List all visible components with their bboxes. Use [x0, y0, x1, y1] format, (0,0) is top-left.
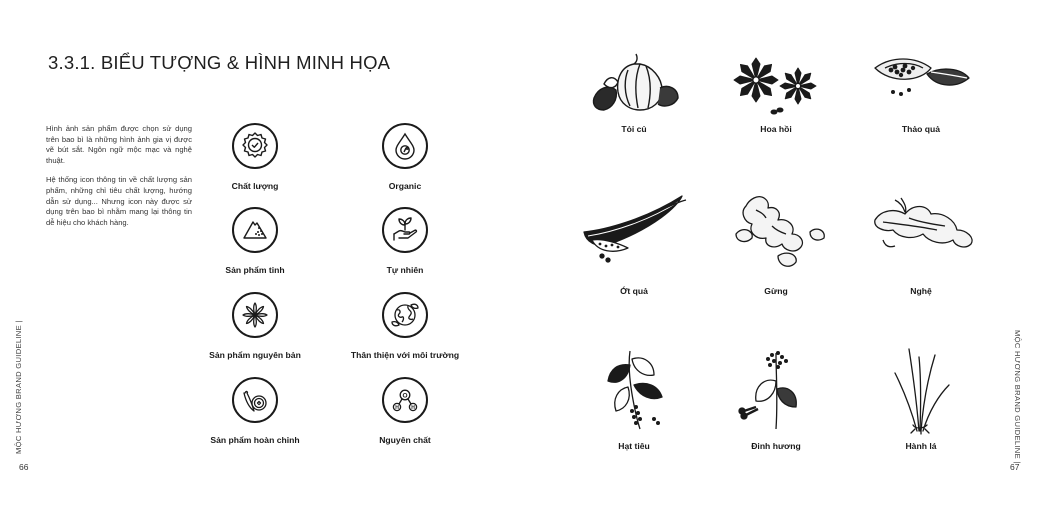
garlic-illustration: [574, 48, 694, 118]
fine-powder-icon: [232, 207, 278, 253]
spice-label: Gừng: [764, 286, 788, 296]
organic-drop-icon: [382, 123, 428, 169]
spice-label: Tỏi củ: [621, 124, 647, 134]
icon-label: Organic: [388, 181, 422, 191]
clove-illustration: [716, 345, 836, 435]
page-title: 3.3.1. BIỂU TƯỢNG & HÌNH MINH HỌA: [48, 52, 391, 73]
icon-item-complete: [180, 377, 330, 445]
icon-label: Sản phẩm tinh: [225, 265, 285, 275]
svg-text:H: H: [411, 405, 415, 412]
svg-text:O: O: [402, 392, 408, 400]
pepper-illustration: [574, 345, 694, 435]
intro-paragraph-1: Hình ảnh sản phẩm được chọn sử dụng trên bao bì là những hình ảnh gia vị được vẽ bút sắt. Ngôn ngữ mộc mạc và nghệ thuật.: [46, 124, 192, 165]
scallion-illustration: [861, 345, 981, 435]
spice-label: Thảo quả: [901, 124, 941, 134]
icon-item-fine-product: [180, 207, 330, 275]
eco-globe-icon: [382, 292, 428, 338]
page-number-left: 66: [19, 462, 29, 472]
icon-label: Sản phẩm nguyên bản: [209, 350, 301, 360]
spice-item-scallion: [856, 345, 986, 451]
cardamom-illustration: [861, 48, 981, 118]
icon-item-pure: [330, 377, 480, 445]
icon-item-organic: [330, 123, 480, 191]
spice-label: Hoa hồi: [760, 124, 792, 134]
star-anise-illustration: [716, 48, 836, 118]
ginger-illustration: [716, 190, 836, 280]
icon-item-eco-friendly: [330, 292, 480, 360]
intro-text: [46, 124, 192, 228]
spice-item-turmeric: [856, 190, 986, 296]
icon-item-quality: [180, 123, 330, 191]
spice-item-clove: [711, 345, 841, 451]
hand-plant-icon: [382, 207, 428, 253]
turmeric-illustration: [861, 190, 981, 280]
spice-label: Ớt quả: [620, 286, 648, 296]
spice-item-garlic: [569, 48, 699, 134]
spice-item-pepper: [569, 345, 699, 451]
icon-label: Chất lượng: [231, 181, 279, 191]
icon-item-natural: [330, 207, 480, 275]
spice-label: Hành lá: [905, 441, 937, 451]
intro-paragraph-2: Hệ thống icon thông tin về chất lượng sản phẩm, những chỉ tiêu chất lượng, hướng dẫn sử dụng... Nhưng icon này được sử dụng trên bao bì nhằm mang lại thông tin dễ hiệu cho khách hàng.: [46, 175, 192, 227]
quality-badge-icon: [232, 123, 278, 169]
chili-illustration: [574, 190, 694, 280]
star-anise-icon: [232, 292, 278, 338]
spice-item-chili: [569, 190, 699, 296]
complete-product-icon: [232, 377, 278, 423]
icon-label: Nguyên chất: [379, 435, 431, 445]
icon-item-original: [180, 292, 330, 360]
page-number-right: 67: [1010, 462, 1020, 472]
icon-label: Sản phẩm hoàn chỉnh: [210, 435, 300, 445]
side-guideline-left: MỘC HƯƠNG BRAND GUIDELINE |: [14, 320, 23, 454]
spice-label: Nghệ: [910, 286, 932, 296]
svg-text:H: H: [395, 405, 399, 412]
spice-label: Hạt tiêu: [618, 441, 650, 451]
spice-label: Đinh hương: [751, 441, 801, 451]
spice-item-ginger: [711, 190, 841, 296]
molecule-icon: [382, 377, 428, 423]
spice-item-star-anise: [711, 48, 841, 134]
side-guideline-right: MỘC HƯƠNG BRAND GUIDELINE |: [1013, 330, 1022, 464]
icon-label: Tự nhiên: [386, 265, 424, 275]
icon-label: Thân thiện với môi trường: [350, 350, 460, 360]
spice-item-cardamom: [856, 48, 986, 134]
